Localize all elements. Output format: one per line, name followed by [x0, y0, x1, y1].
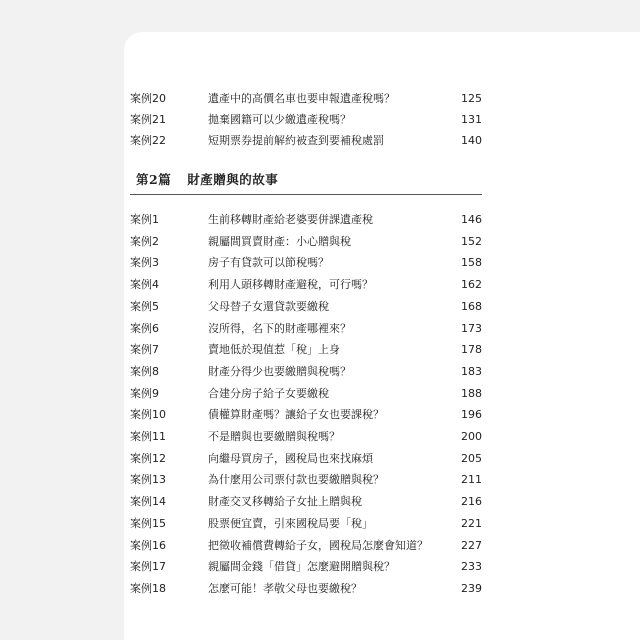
case-number: 案例12: [130, 451, 166, 465]
case-title: 怎麼可能！孝敬父母也要繳稅？: [208, 581, 362, 595]
case-number: 案例20: [130, 92, 166, 105]
case-number: 案例18: [130, 581, 166, 595]
case-number: 案例4: [130, 278, 159, 292]
toc-entry: [130, 427, 482, 447]
case-title: 親屬間金錢「借貸」怎麼避開贈與稅？: [208, 560, 395, 574]
page-number: 173: [461, 321, 482, 335]
page-number: 233: [461, 560, 482, 574]
toc-entry: [130, 110, 482, 130]
case-title: 把徵收補償費轉給子女，國稅局怎麼會知道？: [208, 538, 428, 552]
case-title: 利用人頭移轉財產避稅，可行嗎？: [208, 278, 373, 292]
case-number: 案例17: [130, 560, 166, 574]
toc-entry: [130, 275, 482, 295]
case-title: 財產分得少也要繳贈與稅嗎？: [208, 364, 351, 378]
toc-entry: [130, 492, 482, 512]
part-divider: [130, 194, 482, 195]
page-number: 146: [461, 213, 482, 226]
case-title: 財產交叉移轉給子女扯上贈與稅: [208, 495, 362, 509]
case-title: 親屬間買賣財產：小心贈與稅: [208, 234, 351, 248]
toc-entry: [130, 449, 482, 469]
case-number: 案例6: [130, 321, 159, 335]
page-number: 162: [461, 278, 482, 292]
toc-entry: [130, 405, 482, 425]
case-title: 房子有貸款可以節稅嗎？: [208, 256, 329, 270]
case-number: 案例7: [130, 343, 159, 357]
case-title: 拋棄國籍可以少繳遺產稅嗎？: [208, 113, 351, 126]
page-number: 211: [461, 473, 482, 487]
toc-entry: [130, 557, 482, 577]
case-number: 案例16: [130, 538, 166, 552]
toc-entry: [130, 579, 482, 599]
page-number: 125: [461, 92, 482, 105]
case-title: 沒所得，名下的財產哪裡來？: [208, 321, 351, 335]
case-number: 案例5: [130, 299, 159, 313]
page-number: 205: [461, 451, 482, 465]
toc-entry: [130, 536, 482, 556]
case-title: 賣地低於現值惹「稅」上身: [208, 343, 340, 357]
page-number: 158: [461, 256, 482, 270]
toc-entry: [130, 89, 482, 109]
case-number: 案例11: [130, 430, 166, 443]
toc-entry: [130, 470, 482, 490]
case-number: 案例21: [130, 113, 166, 126]
case-title: 生前移轉財產給老婆要併課遺產稅: [208, 213, 373, 226]
case-number: 案例8: [130, 364, 159, 378]
page-number: 227: [461, 538, 482, 552]
page-number: 140: [461, 134, 482, 147]
case-number: 案例1: [130, 213, 159, 226]
page-number: 183: [461, 364, 482, 378]
case-number: 案例15: [130, 516, 166, 530]
toc-entry: [130, 131, 482, 151]
case-title: 父母替子女還貸款要繳稅: [208, 299, 329, 313]
case-number: 案例10: [130, 408, 166, 422]
toc-entry: [130, 297, 482, 317]
case-number: 案例13: [130, 473, 166, 487]
case-number: 案例3: [130, 256, 159, 270]
part-heading: [136, 170, 278, 188]
toc-entry: [130, 514, 482, 534]
toc-entry: [130, 384, 482, 404]
case-title: 債權算財產嗎？讓給子女也要課稅？: [208, 408, 384, 422]
case-title: 合建分房子給子女要繳稅: [208, 386, 329, 400]
case-number: 案例14: [130, 495, 166, 509]
toc-entry: [130, 253, 482, 273]
case-title: 遺產中的高價名車也要申報遺產稅嗎？: [208, 92, 395, 105]
toc-entry: [130, 232, 482, 252]
toc-entry: [130, 319, 482, 339]
case-number: 案例9: [130, 386, 159, 400]
page-number: 168: [461, 299, 482, 313]
part-label: 第2篇: [136, 172, 172, 187]
case-number: 案例22: [130, 134, 166, 147]
case-title: 股票便宜賣，引來國稅局要「稅」: [208, 516, 373, 530]
page-number: 216: [461, 495, 482, 509]
page-number: 196: [461, 408, 482, 422]
toc-entry: [130, 340, 482, 360]
page-number: 178: [461, 343, 482, 357]
part-title: 財產贈與的故事: [187, 172, 279, 187]
case-title: 不是贈與也要繳贈與稅嗎？: [208, 430, 340, 443]
page-number: 152: [461, 234, 482, 248]
page-number: 131: [461, 113, 482, 126]
page-number: 221: [461, 516, 482, 530]
page-number: 239: [461, 581, 482, 595]
toc-entry: [130, 210, 482, 230]
page-number: 188: [461, 386, 482, 400]
case-title: 向繼母買房子，國稅局也來找麻煩: [208, 451, 373, 465]
case-number: 案例2: [130, 234, 159, 248]
case-title: 為什麼用公司票付款也要繳贈與稅？: [208, 473, 384, 487]
case-title: 短期票券提前解約被查到要補稅處罰: [208, 134, 384, 147]
toc-entry: [130, 362, 482, 382]
page-number: 200: [461, 430, 482, 443]
